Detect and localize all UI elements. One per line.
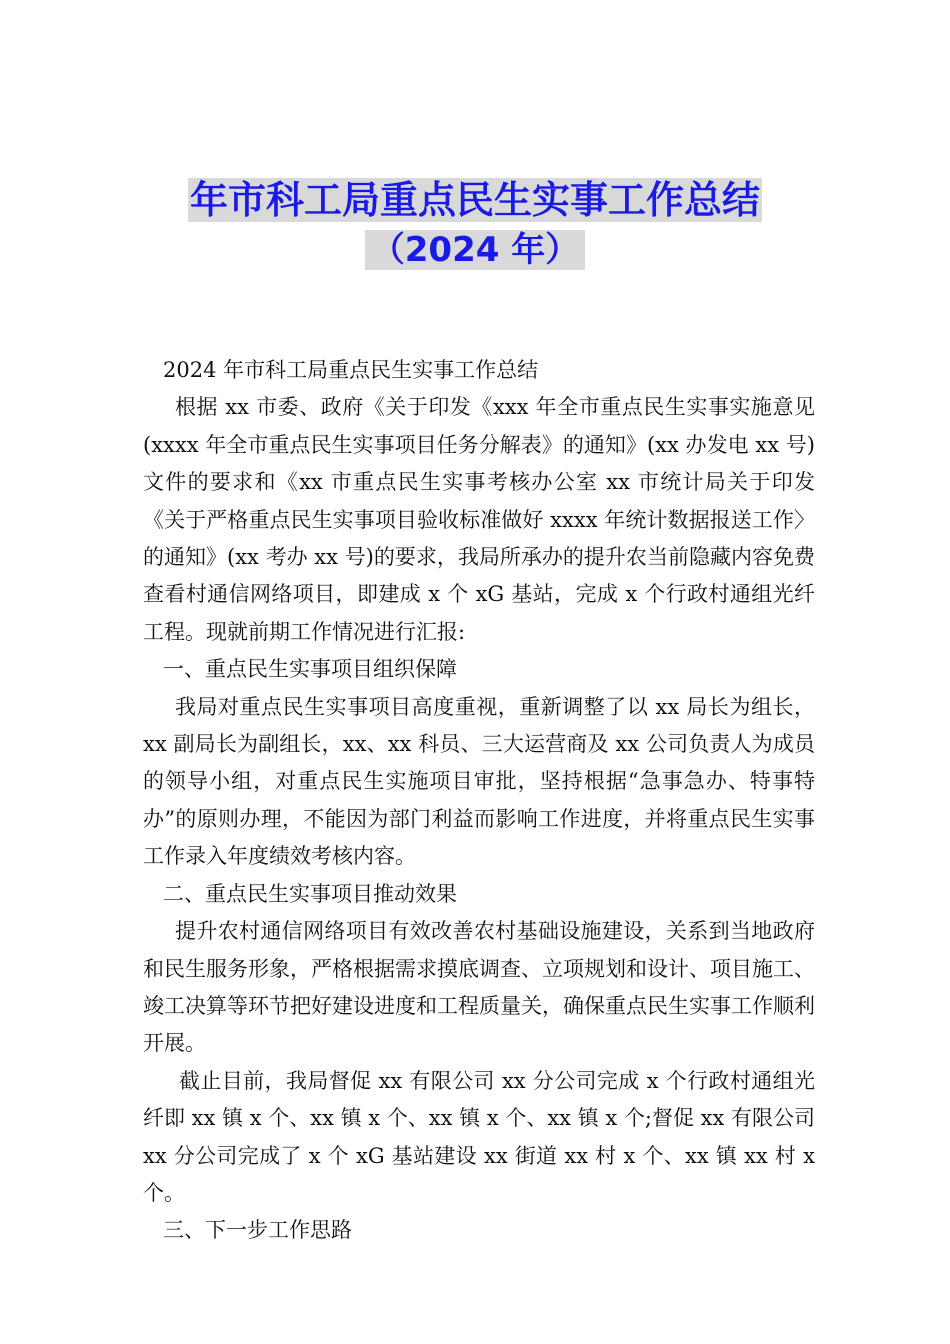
section-heading-2: 二、重点民生实事项目推动效果 xyxy=(163,881,457,906)
document-title-year: （2024 年） xyxy=(365,230,585,270)
body-paragraph-effect: 提升农村通信网络项目有效改善农村基础设施建设，关系到当地政府和民生服务形象，严格根据需求摸底调查、立项规划和设计、项目施工、竣工决算等环节把好建设进度和工程质量关，确保重点民生实事工作顺利开展。 xyxy=(143,919,815,1056)
body-paragraph-intro: 根据 xx 市委、政府《关于印发《xxx 年全市重点民生实事实施意见(xxxx 年全市重点民生实事项目任务分解表》的通知》(xx 办发电 xx 号)文件的要求和《xx 市重点民生实事考核办公室 xx 市统计局关于印发《关于严格重点民生实事项目验收标准做好 xxxx 年统计数据报送工作〉的通知》(xx 考办 xx 号)的要求，我局所承办的提升农当前隐藏内容免费查看村通信网络项目，即建成 x 个 xG 基站，完成 x 个行政村通组光纤工程。现就前期工作情况进行汇报: xyxy=(143,395,815,644)
document-title: 年市科工局重点民生实事工作总结 xyxy=(189,178,760,222)
document-body xyxy=(143,352,815,1250)
title-block xyxy=(0,178,950,270)
body-paragraph-progress: 截止目前，我局督促 xx 有限公司 xx 分公司完成 x 个行政村通组光纤即 xx 镇 x 个、xx 镇 x 个、xx 镇 x 个、xx 镇 x 个;督促 xx 有限公司 xx 分公司完成了 x 个 xG 基站建设 xx 街道 xx 村 x 个、xx 镇 xx 村 x 个。 xyxy=(143,1068,816,1205)
section-heading-1: 一、重点民生实事项目组织保障 xyxy=(163,657,457,682)
body-paragraph-title: 2024 年市科工局重点民生实事工作总结 xyxy=(163,358,539,382)
body-paragraph-organization: 我局对重点民生实事项目高度重视，重新调整了以 xx 局长为组长，xx 副局长为副组长，xx、xx 科员、三大运营商及 xx 公司负责人为成员的领导小组，对重点民生实施项目审批，坚持根据“急事急办、特事特办”的原则办理，不能因为部门利益而影响工作进度，并将重点民生实事工作录入年度绩效考核内容。 xyxy=(143,694,815,869)
section-heading-3: 三、下一步工作思路 xyxy=(163,1218,352,1243)
